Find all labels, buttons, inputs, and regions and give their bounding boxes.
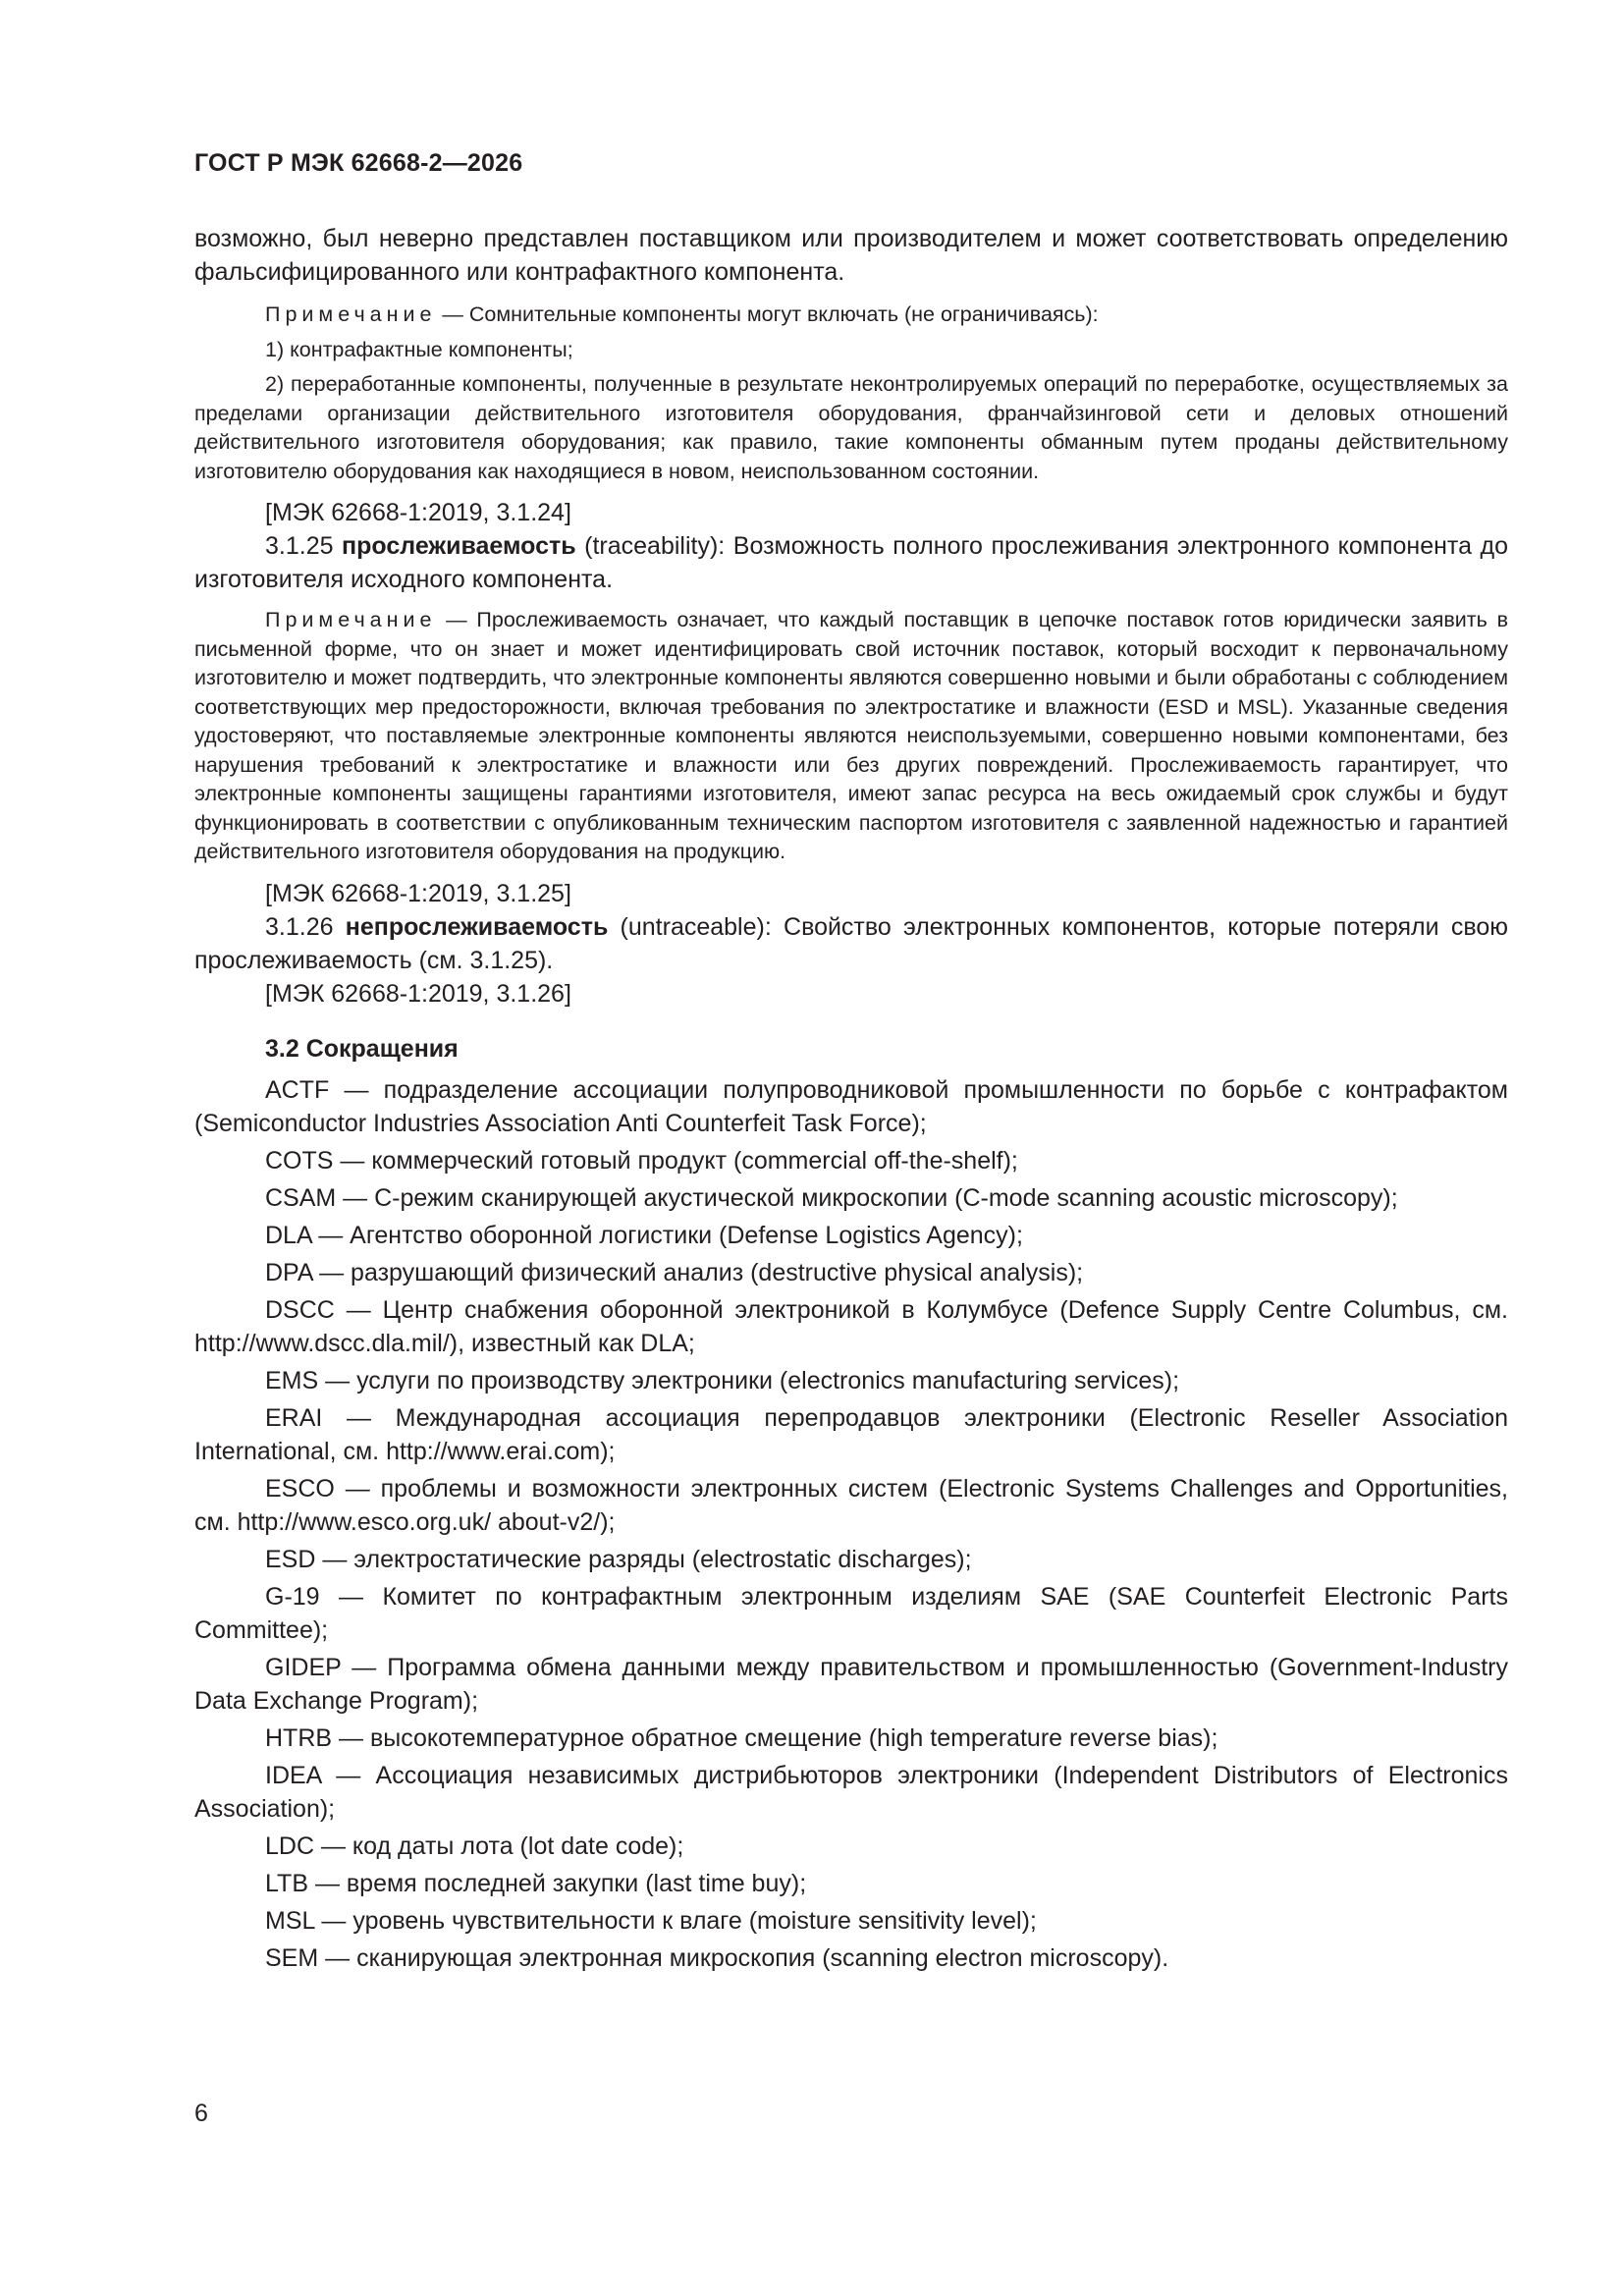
abbreviation-item: GIDEP — Программа обмена данными между правительством и промышленностью (Government-Industry Data Exchange Program); [194, 1653, 1508, 1715]
section-title: 3.2 Сокращения [265, 1034, 459, 1063]
term-number: 3.1.25 [265, 532, 343, 560]
abbreviation-list [194, 1073, 1508, 1975]
note-label: Примечание [265, 302, 437, 326]
abbreviation-item: LDC — код даты лота (lot date code); [265, 1831, 684, 1860]
abbreviation-item: ESCO — проблемы и возможности электронных систем (Electronic Systems Challenges and Opportunities, см. http://www.esco.org.uk/ about-v2/); [194, 1474, 1508, 1536]
abbreviation-item: IDEA — Ассоциация независимых дистрибьюторов электроники (Independent Distributors of Electronics Association); [194, 1761, 1508, 1823]
reference-1: [МЭК 62668-1:2019, 3.1.24] [265, 499, 571, 526]
abbreviation-item: MSL — уровень чувствительности к влаге (moisture sensitivity level); [265, 1906, 1037, 1935]
term-number: 3.1.26 [265, 912, 346, 941]
note-label: Примечание [265, 608, 437, 631]
note-1 [194, 301, 1508, 330]
document-header: ГОСТ Р МЭК 62668-2—2026 [194, 149, 523, 177]
page-number: 6 [194, 2100, 208, 2127]
abbreviation-item: DSCC — Центр снабжения оборонной электроникой в Колумбусе (Defence Supply Centre Columbus, см. http://www.dscc.dla.mil/), известный как DLA; [194, 1295, 1508, 1357]
note-text: — Прослеживаемость означает, что каждый поставщик в цепочке поставок готов юридически заявить в письменной форме, что он знает и может идентифицировать свой источник поставок, который восходит к первоначальному изготовителю и может подтвердить, что электронные компоненты являются совершенно новыми и были обработаны с соблюдением соответствующих мер предосторожности, включая требования по электростатике и влажности (ESD и MSL). Указанные сведения удостоверяют, что поставляемые электронные компоненты являются неиспользуемыми, совершенно новыми компонентами, без нарушения требований к электростатике и влажности или без других повреждений. Прослеживаемость гарантирует, что электронные компоненты защищены гарантиями изготовителя, имеют запас ресурса на весь ожидаемый срок службы и будут функционировать в соответствии с опубликованным техническим паспортом изготовителя с заявленной надежностью и гарантией действительного изготовителя оборудования на продукцию. [194, 608, 1508, 863]
note-2 [194, 606, 1508, 867]
term-name: непрослеживаемость [345, 912, 609, 941]
abbreviation-item: G-19 — Комитет по контрафактным электронным изделиям SAE (SAE Counterfeit Electronic Parts Committee); [194, 1582, 1508, 1644]
term-3-1-25 [194, 529, 1508, 596]
reference-2: [МЭК 62668-1:2019, 3.1.25] [265, 879, 571, 907]
abbreviation-item: ESD — электростатические разряды (electrostatic discharges); [265, 1545, 972, 1573]
abbreviation-item: HTRB — высокотемпературное обратное смещение (high temperature reverse bias); [265, 1723, 1218, 1752]
abbreviation-item: DLA — Агентство оборонной логистики (Defense Logistics Agency); [265, 1221, 1023, 1249]
abbreviation-item: LTB — время последней закупки (last time buy); [265, 1869, 807, 1897]
abbreviation-item: ACTF — подразделение ассоциации полупроводниковой промышленности по борьбе с контрафактом (Semiconductor Industries Association Anti Counterfeit Task Force); [194, 1075, 1508, 1137]
note-1-item-2: 2) переработанные компоненты, полученные в результате неконтролируемых операций по переработке, осуществляемых за пределами организации действительного изготовителя оборудования, франчайзинговой сети и деловых отношений действительного изготовителя оборудования; как правило, такие компоненты обманным путем проданы действительному изготовителю оборудования как находящиеся в новом, неиспользованном состоянии. [194, 372, 1508, 483]
term-3-1-26 [194, 910, 1508, 977]
abbreviation-item: DPA — разрушающий физический анализ (destructive physical analysis); [265, 1258, 1084, 1286]
document-body [194, 222, 1508, 1979]
term-definition: (untraceable): Свойство электронных компонентов, которые потеряли свою прослеживаемость (см. 3.1.25). [194, 912, 1508, 974]
reference-3: [МЭК 62668-1:2019, 3.1.26] [265, 979, 571, 1008]
intro-paragraph: возможно, был неверно представлен поставщиком или производителем и может соответствовать определению фальсифицированного или контрафактного компонента. [194, 225, 1508, 286]
note-1-item-1: 1) контрафактные компоненты; [265, 337, 573, 361]
abbreviation-item: EMS — услуги по производству электроники (electronics manufacturing services); [265, 1366, 1180, 1394]
abbreviation-item: ERAI — Международная ассоциация перепродавцов электроники (Electronic Reseller Association International, см. http://www.erai.com); [194, 1403, 1508, 1465]
note-text: — Сомнительные компоненты могут включать (не ограничиваясь): [436, 302, 1099, 326]
term-definition: (traceability): Возможность полного прослеживания электронного компонента до изготовителя исходного компонента. [194, 532, 1509, 593]
abbreviation-item: SEM — сканирующая электронная микроскопия (scanning electron microscopy). [265, 1943, 1169, 1972]
term-name: прослеживаемость [342, 532, 576, 560]
abbreviation-item: COTS — коммерческий готовый продукт (commercial off-the-shelf); [265, 1146, 1018, 1175]
abbreviation-item: CSAM — С-режим сканирующей акустической микроскопии (C-mode scanning acoustic microscopy); [265, 1183, 1398, 1212]
